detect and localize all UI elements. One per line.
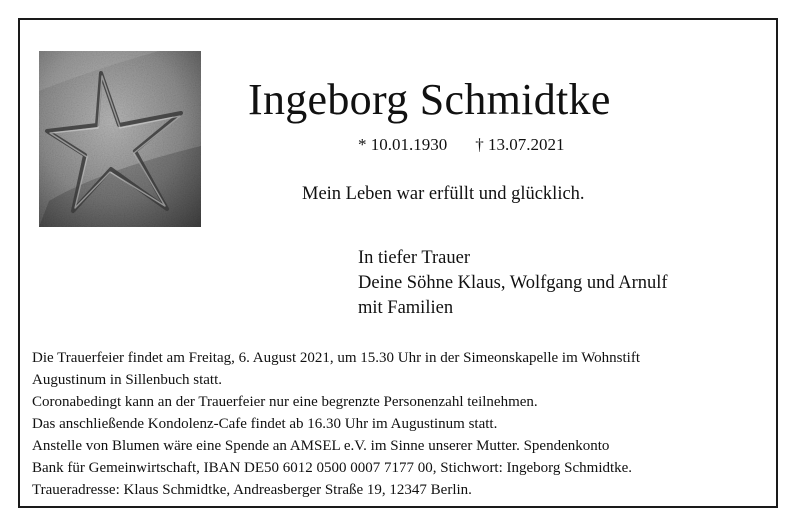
obituary-notice (18, 18, 778, 508)
deceased-name: Ingeborg Schmidtke (248, 75, 611, 124)
birth-date: * 10.01.1930 (358, 135, 448, 154)
funeral-details (32, 347, 772, 501)
details-line: Das anschließende Kondolenz-Cafe findet ab 16.30 Uhr im Augustinum statt. (32, 416, 498, 432)
mourners-line: Deine Söhne Klaus, Wolfgang und Arnulf (358, 273, 668, 293)
motto-quote: Mein Leben war erfüllt und glücklich. (302, 184, 585, 204)
life-dates (358, 135, 565, 155)
mourners-line: mit Familien (358, 298, 454, 318)
details-line: Die Trauerfeier findet am Freitag, 6. August 2021, um 15.30 Uhr in der Simeonskapelle im Wohnstift (32, 350, 641, 366)
details-line: Augustinum in Sillenbuch statt. (32, 372, 222, 388)
details-line: Traueradresse: Klaus Schmidtke, Andreasberger Straße 19, 12347 Berlin. (32, 482, 472, 498)
mourners-line: In tiefer Trauer (358, 248, 470, 268)
details-line: Anstelle von Blumen wäre eine Spende an AMSEL e.V. im Sinne unserer Mutter. Spendenkonto (32, 438, 610, 454)
mourners-block (358, 246, 668, 321)
star-stone-image (39, 51, 201, 227)
carved-star-icon (39, 51, 201, 227)
details-line: Bank für Gemeinwirtschaft, IBAN DE50 6012 0500 0007 7177 00, Stichwort: Ingeborg Schmidtke. (32, 460, 633, 476)
death-date: † 13.07.2021 (475, 135, 565, 154)
details-line: Coronabedingt kann an der Trauerfeier nur eine begrenzte Personenzahl teilnehmen. (32, 394, 538, 410)
